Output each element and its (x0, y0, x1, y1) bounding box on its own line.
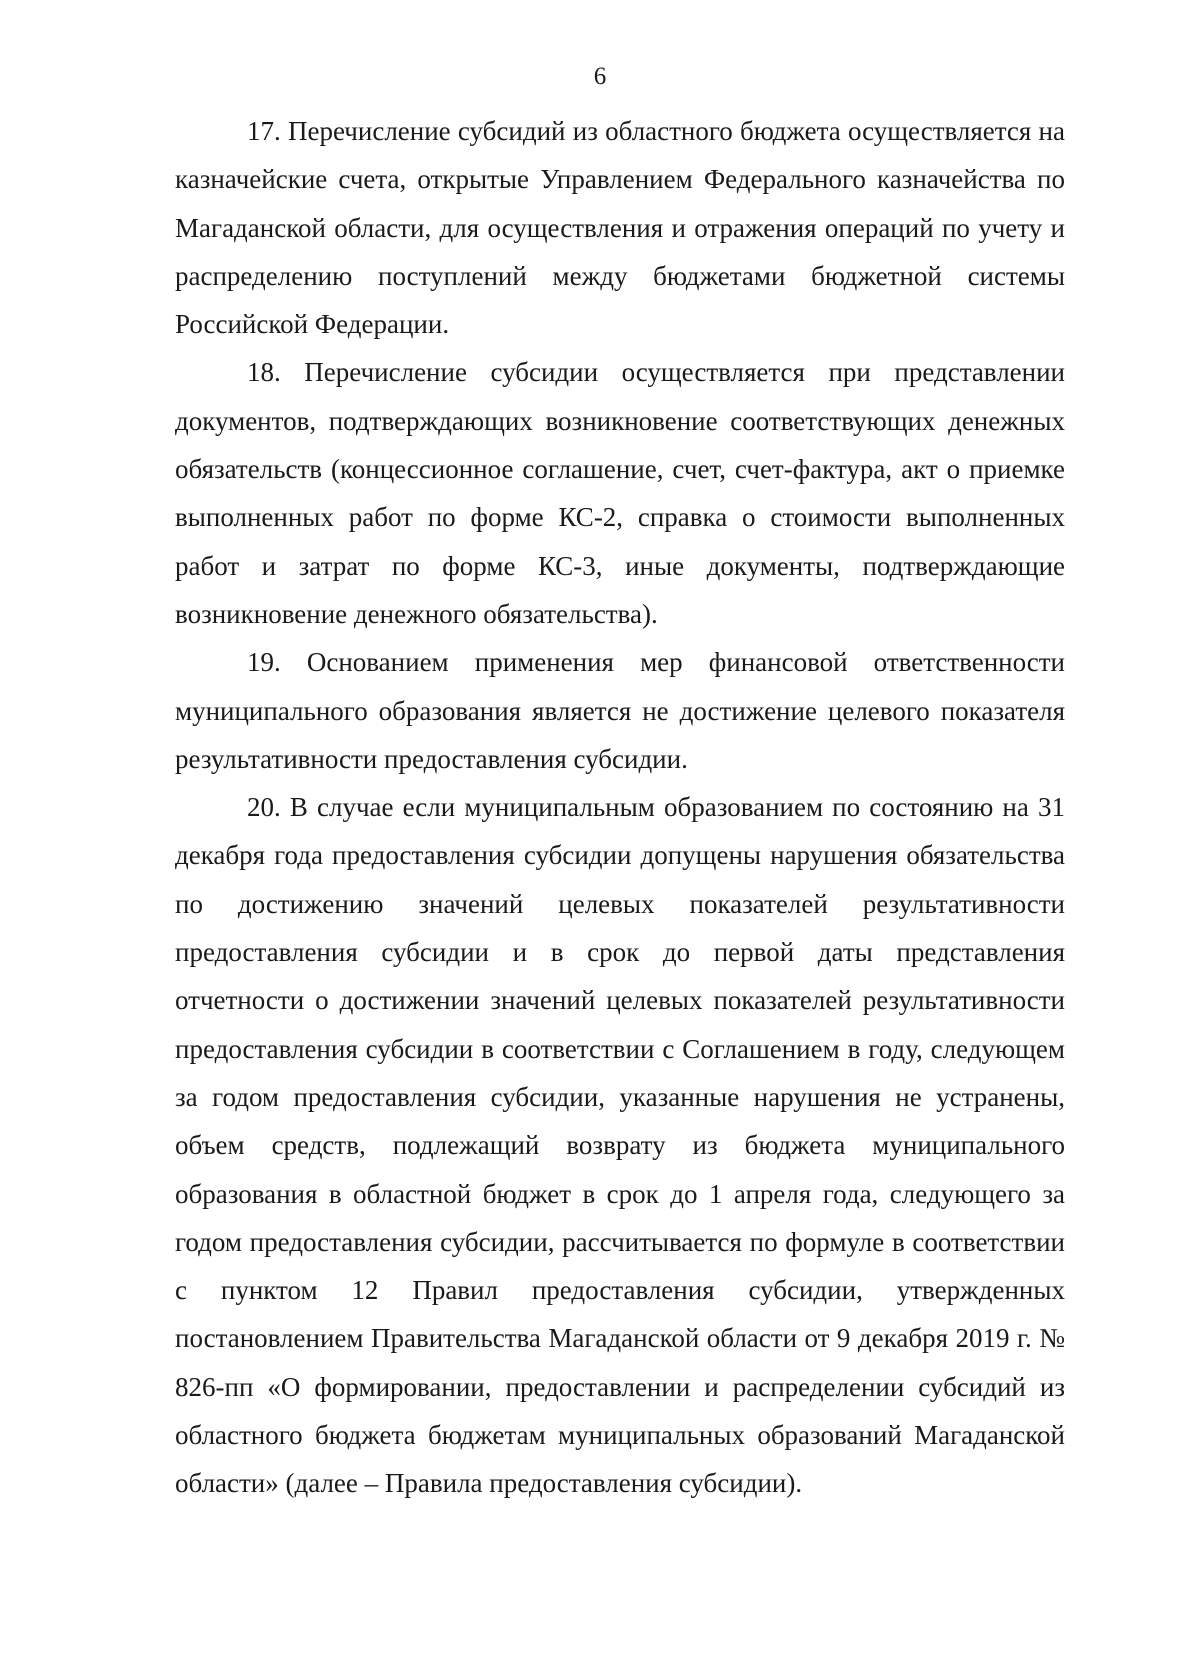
paragraph-17: 17. Перечисление субсидий из областного бюджета осуществляется на казначейские счета, открытые Управлением Федерального казначейства по Магаданской области, для осуществления и отражения операций по учету и распределению поступлений между бюджетами бюджетной системы Российской Федерации. (175, 116, 1065, 340)
page-number: 6 (593, 63, 607, 90)
paragraph-19: 19. Основанием применения мер финансовой ответственности муниципального образования является не достижение целевого показателя результативности предоставления субсидии. (175, 647, 1065, 774)
paragraph-18: 18. Перечисление субсидии осуществляется при представлении документов, подтверждающих возникновение соответствующих денежных обязательств (концессионное соглашение, счет, счет-фактура, акт о приемке выполненных работ по форме КС-2, справка о стоимости выполненных работ и затрат по форме КС-3, иные документы, подтверждающие возникновение денежного обязательства). (175, 357, 1065, 629)
document-body (175, 107, 1065, 1508)
paragraph-20: 20. В случае если муниципальным образованием по состоянию на 31 декабря года предоставления субсидии допущены нарушения обязательства по достижению значений целевых показателей результативности предоставления субсидии и в срок до первой даты представления отчетности о достижении значений целевых показателей результативности предоставления субсидии в соответствии с Соглашением в году, следующем за годом предоставления субсидии, указанные нарушения не устранены, объем средств, подлежащий возврату из бюджета муниципального образования в областной бюджет в срок до 1 апреля года, следующего за годом предоставления субсидии, рассчитывается по формуле в соответствии с пунктом 12 Правил предоставления субсидии, утвержденных постановлением Правительства Магаданской области от 9 декабря 2019 г. № 826-пп «О формировании, предоставлении и распределении субсидий из областного бюджета бюджетам муниципальных образований Магаданской области» (далее – Правила предоставления субсидии). (175, 792, 1065, 1499)
